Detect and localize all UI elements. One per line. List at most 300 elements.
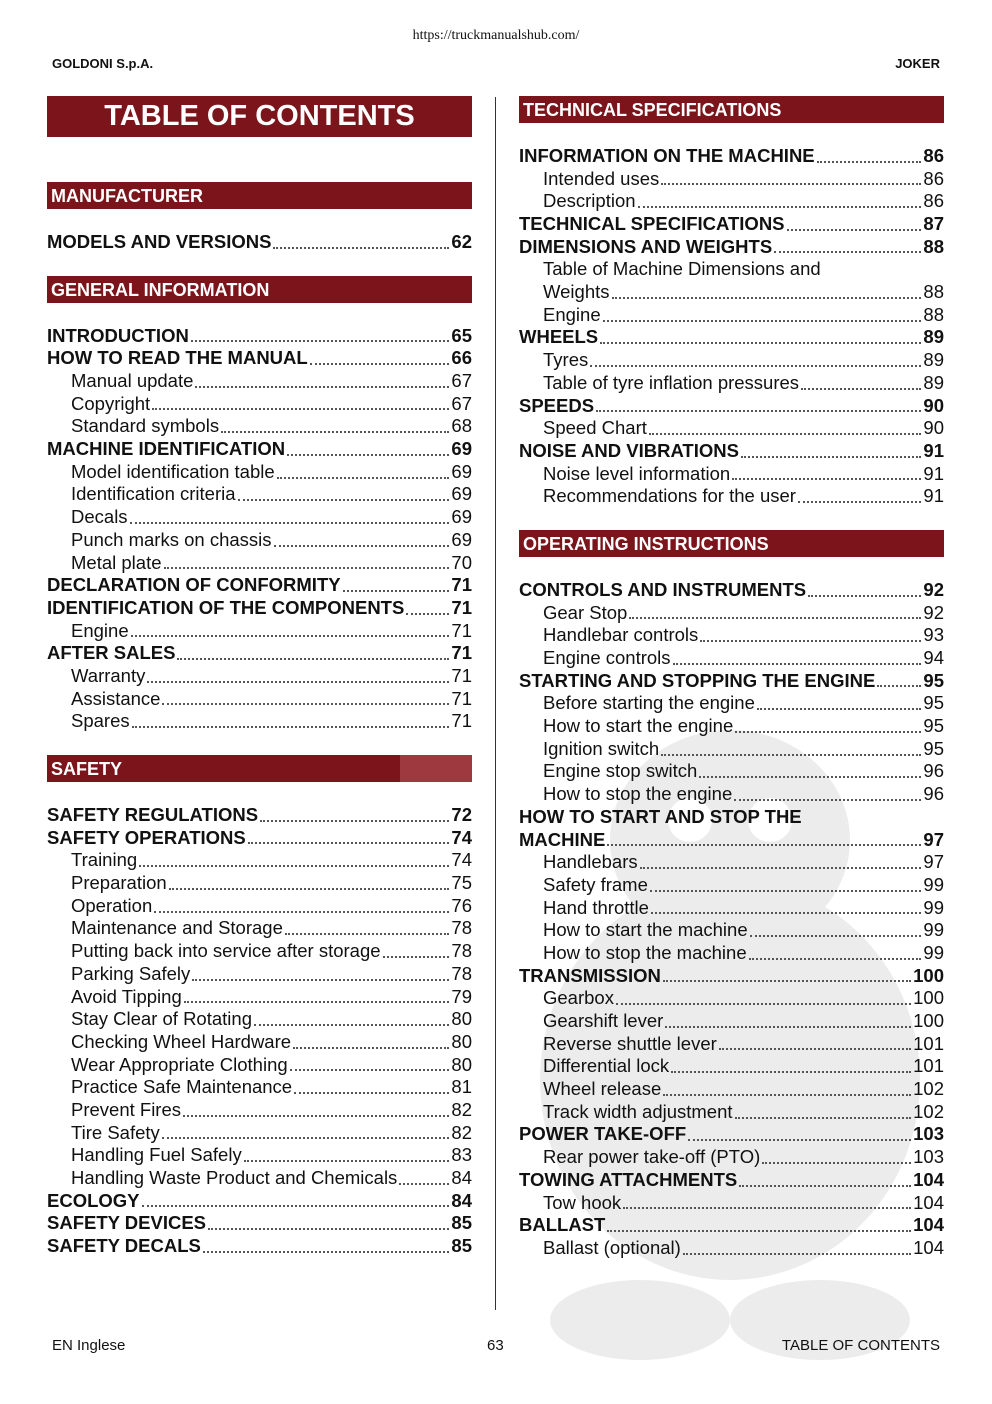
dot-leader (734, 799, 921, 801)
toc-chapter-entry[interactable] (519, 236, 944, 259)
toc-page-number: 97 (923, 828, 944, 850)
toc-subentry[interactable] (519, 624, 944, 647)
toc-page-number: 85 (451, 1212, 472, 1234)
section-heading: TECHNICAL SPECIFICATIONS (519, 96, 944, 123)
toc-subentry[interactable] (47, 895, 472, 918)
toc-subentry[interactable] (519, 168, 944, 191)
toc-subentry[interactable] (47, 620, 472, 643)
toc-subentry[interactable] (47, 986, 472, 1009)
toc-subentry[interactable] (519, 349, 944, 372)
toc-entry-label: IDENTIFICATION OF THE COMPONENTS (47, 596, 405, 618)
toc-subentry[interactable] (519, 1146, 944, 1169)
toc-subentry[interactable] (47, 1031, 472, 1054)
toc-subentry[interactable] (519, 417, 944, 440)
dot-leader (688, 1139, 911, 1141)
dot-leader (132, 726, 450, 728)
toc-page-number: 104 (913, 1191, 944, 1213)
toc-page-number: 69 (451, 528, 472, 550)
toc-subentry[interactable] (519, 1010, 944, 1033)
toc-entry-label: How to start the engine (543, 715, 734, 737)
toc-page-number: 70 (451, 551, 472, 573)
toc-subentry[interactable] (47, 963, 472, 986)
toc-entry-label: Safety frame (543, 873, 648, 895)
toc-entry-label: Gear Stop (543, 601, 628, 623)
dot-leader (203, 1251, 450, 1253)
toc-entry-label: Metal plate (71, 551, 162, 573)
toc-page-number: 91 (923, 485, 944, 507)
toc-entry-label: How to stop the engine (543, 783, 733, 805)
dot-leader (735, 1117, 912, 1119)
toc-entry-label: Maintenance and Storage (71, 917, 283, 939)
toc-page-number: 93 (923, 624, 944, 646)
toc-entry-label: TECHNICAL SPECIFICATIONS (519, 213, 785, 235)
toc-entry-label: Wear Appropriate Clothing (71, 1053, 288, 1075)
toc-page-number: 103 (913, 1123, 944, 1145)
toc-page-number: 91 (923, 439, 944, 461)
toc-chapter-entry[interactable] (519, 806, 944, 829)
toc-page-number: 82 (451, 1098, 472, 1120)
dot-leader (798, 501, 921, 503)
dot-leader (162, 1137, 450, 1139)
toc-chapter-entry[interactable] (519, 579, 944, 602)
toc-subentry[interactable] (47, 1008, 472, 1031)
dot-leader (699, 776, 921, 778)
toc-entry-label: Gearshift lever (543, 1010, 664, 1032)
toc-subentry[interactable] (47, 872, 472, 895)
toc-subentry[interactable] (519, 715, 944, 738)
dot-leader (273, 247, 449, 249)
toc-entry-label: INTRODUCTION (47, 324, 189, 346)
toc-subentry[interactable] (47, 370, 472, 393)
dot-leader (590, 365, 921, 367)
toc-entry-label: Differential lock (543, 1055, 670, 1077)
dot-leader (640, 867, 922, 869)
toc-entry-label: ECOLOGY (47, 1189, 140, 1211)
toc-page-number: 104 (913, 1236, 944, 1258)
dot-leader (762, 1162, 911, 1164)
toc-entry-label: STARTING AND STOPPING THE ENGINE (519, 669, 876, 691)
toc-subentry[interactable] (47, 415, 472, 438)
section-heading: MANUFACTURER (47, 182, 472, 209)
toc-entry-label: Putting back into service after storage (71, 940, 381, 962)
toc-subentry[interactable] (47, 1167, 472, 1190)
toc-entry-label: Engine (71, 619, 129, 641)
toc-entry-label: Speed Chart (543, 417, 647, 439)
toc-page-number: 80 (451, 1053, 472, 1075)
toc-subentry[interactable] (47, 393, 472, 416)
toc-page-number: 99 (923, 941, 944, 963)
toc-chapter-entry[interactable] (47, 438, 472, 461)
section-heading: GENERAL INFORMATION (47, 276, 472, 303)
toc-page-number: 74 (451, 849, 472, 871)
toc-chapter-entry[interactable] (47, 231, 472, 254)
toc-entry-label: Handling Fuel Safely (71, 1144, 242, 1166)
toc-page-number: 71 (451, 596, 472, 618)
toc-left-column (47, 96, 472, 1258)
section-spacer (47, 733, 472, 755)
toc-page-number: 89 (923, 326, 944, 348)
toc-entry-label: Identification criteria (71, 483, 236, 505)
toc-entry-label: HOW TO READ THE MANUAL (47, 347, 308, 369)
dot-leader (665, 1026, 911, 1028)
dot-leader (290, 1069, 450, 1071)
dot-leader (663, 1094, 911, 1096)
toc-page-number: 71 (451, 664, 472, 686)
toc-entry-label: Wheel release (543, 1078, 662, 1100)
toc-page-number: 96 (923, 760, 944, 782)
toc-page-number: 84 (451, 1189, 472, 1211)
toc-subentry[interactable] (519, 692, 944, 715)
toc-page-number: 82 (451, 1121, 472, 1143)
toc-subentry[interactable] (47, 484, 472, 507)
toc-subentry[interactable] (519, 1192, 944, 1215)
header-company: GOLDONI S.p.A. (52, 56, 154, 71)
dot-leader (139, 865, 449, 867)
toc-chapter-entry[interactable] (47, 804, 472, 827)
toc-entry-label: DECLARATION OF CONFORMITY (47, 574, 341, 596)
toc-chapter-entry[interactable] (47, 1190, 472, 1213)
toc-page-number: 69 (451, 460, 472, 482)
toc-entry-label: Parking Safely (71, 962, 191, 984)
dot-leader (629, 617, 921, 619)
dot-leader (147, 681, 449, 683)
dot-leader (195, 386, 449, 388)
toc-chapter-entry[interactable] (519, 327, 944, 350)
toc-entry-label: HOW TO START AND STOP THE (519, 805, 802, 827)
toc-entry-label: TOWING ATTACHMENTS (519, 1168, 738, 1190)
toc-page-number: 89 (923, 349, 944, 371)
toc-subentry[interactable] (47, 688, 472, 711)
toc-subentry[interactable] (47, 665, 472, 688)
dot-leader (750, 935, 922, 937)
dot-leader (607, 844, 921, 846)
toc-page-number: 100 (913, 987, 944, 1009)
toc-subentry[interactable] (47, 849, 472, 872)
toc-entry-label: Prevent Fires (71, 1098, 182, 1120)
toc-entry-label: Stay Clear of Rotating (71, 1008, 252, 1030)
toc-entry-label: Noise level information (543, 462, 731, 484)
toc-chapter-entry[interactable] (519, 1124, 944, 1147)
toc-entry-label: Model identification table (71, 460, 275, 482)
footer-language: EN Inglese (52, 1337, 126, 1354)
toc-page-number: 90 (923, 417, 944, 439)
dot-leader (774, 251, 921, 253)
toc-chapter-entry[interactable] (47, 347, 472, 370)
toc-entry-label: Engine (543, 303, 601, 325)
toc-page-number: 91 (923, 462, 944, 484)
dot-leader (343, 590, 450, 592)
toc-entry-label: Handlebar controls (543, 624, 699, 646)
dot-leader (131, 635, 450, 637)
toc-subentry[interactable] (47, 529, 472, 552)
toc-entry-label: Before starting the engine (543, 692, 755, 714)
toc-chapter-entry[interactable] (47, 827, 472, 850)
toc-page-number: 92 (923, 601, 944, 623)
dot-leader (192, 979, 449, 981)
toc-right-column (519, 96, 944, 1260)
toc-subentry[interactable] (519, 919, 944, 942)
toc-page-number: 86 (923, 144, 944, 166)
toc-entry-label: MODELS AND VERSIONS (47, 230, 272, 252)
dot-leader (142, 1205, 450, 1207)
toc-page-number: 62 (451, 230, 472, 252)
toc-entry-label: Hand throttle (543, 896, 649, 918)
toc-page-number: 88 (923, 281, 944, 303)
toc-subentry[interactable] (519, 463, 944, 486)
toc-page-number: 80 (451, 1030, 472, 1052)
toc-page-number: 78 (451, 940, 472, 962)
dot-leader (683, 1253, 911, 1255)
toc-entry-label: Weights (543, 281, 610, 303)
toc-subentry[interactable] (47, 918, 472, 941)
toc-subentry[interactable] (47, 710, 472, 733)
toc-chapter-entry[interactable] (519, 670, 944, 693)
toc-chapter-entry[interactable] (47, 574, 472, 597)
toc-page-number: 103 (913, 1146, 944, 1168)
toc-page-number: 67 (451, 392, 472, 414)
toc-page-number: 69 (451, 506, 472, 528)
toc-entry-label: SAFETY OPERATIONS (47, 826, 246, 848)
toc-entry-label: How to start the machine (543, 919, 748, 941)
footer-section: TABLE OF CONTENTS (781, 1337, 940, 1354)
dot-leader (285, 933, 450, 935)
toc-page-number: 72 (451, 804, 472, 826)
dot-leader (130, 522, 450, 524)
toc-entry-label: SAFETY DEVICES (47, 1212, 207, 1234)
toc-subentry[interactable] (519, 281, 944, 304)
toc-page-number: 102 (913, 1100, 944, 1122)
toc-chapter-entry[interactable] (519, 829, 944, 852)
dot-leader (638, 206, 922, 208)
dot-leader (254, 1024, 449, 1026)
toc-page-number: 68 (451, 415, 472, 437)
toc-page-number: 95 (923, 737, 944, 759)
dot-leader (603, 320, 922, 322)
toc-chapter-entry[interactable] (519, 395, 944, 418)
toc-entry-label: Avoid Tipping (71, 985, 182, 1007)
toc-entry-label: NOISE AND VIBRATIONS (519, 439, 739, 461)
toc-subentry[interactable] (519, 851, 944, 874)
toc-subentry[interactable] (47, 1099, 472, 1122)
toc-page-number: 104 (913, 1214, 944, 1236)
toc-page-number: 71 (451, 574, 472, 596)
toc-page-number: 92 (923, 578, 944, 600)
dot-leader (238, 499, 450, 501)
toc-chapter-entry[interactable] (519, 1169, 944, 1192)
toc-subentry[interactable] (47, 1144, 472, 1167)
toc-subentry[interactable] (519, 987, 944, 1010)
toc-entry-label: Engine controls (543, 647, 671, 669)
toc-subentry[interactable] (47, 940, 472, 963)
dot-leader (183, 1115, 449, 1117)
toc-page-number: 76 (451, 894, 472, 916)
toc-subentry[interactable] (519, 1033, 944, 1056)
toc-entry-label: Table of tyre inflation pressures (543, 371, 800, 393)
toc-entry-label: Assistance (71, 687, 161, 709)
toc-page-number: 97 (923, 851, 944, 873)
toc-entry-label: SPEEDS (519, 394, 595, 416)
toc-entry-label: MACHINE IDENTIFICATION (47, 438, 286, 460)
dot-leader (164, 567, 450, 569)
toc-entry-label: Preparation (71, 872, 167, 894)
dot-leader (154, 911, 449, 913)
toc-chapter-entry[interactable] (519, 145, 944, 168)
toc-page-number: 100 (913, 964, 944, 986)
toc-left-list (47, 182, 472, 1258)
toc-page-number: 90 (923, 394, 944, 416)
section-spacer (519, 508, 944, 530)
toc-subentry[interactable] (519, 942, 944, 965)
dot-leader (406, 613, 449, 615)
dot-leader (739, 1185, 911, 1187)
column-divider (495, 97, 496, 1310)
dot-leader (808, 595, 921, 597)
toc-entry-label: Table of Machine Dimensions and (543, 258, 821, 280)
toc-entry-label: TRANSMISSION (519, 964, 661, 986)
dot-leader (293, 1047, 449, 1049)
section-spacer (47, 254, 472, 276)
dot-leader (735, 731, 921, 733)
toc-entry-label: SAFETY REGULATIONS (47, 804, 259, 826)
toc-entry-label: Ballast (optional) (543, 1236, 681, 1258)
toc-entry-label: Decals (71, 506, 128, 528)
toc-subentry[interactable] (519, 897, 944, 920)
toc-entry-label: Training (71, 849, 138, 871)
toc-page-number: 94 (923, 647, 944, 669)
toc-entry-label: BALLAST (519, 1214, 606, 1236)
toc-chapter-entry[interactable] (47, 642, 472, 665)
toc-entry-label: Reverse shuttle lever (543, 1032, 717, 1054)
toc-subentry[interactable] (519, 761, 944, 784)
dot-leader (596, 410, 921, 412)
toc-entry-label: Intended uses (543, 167, 660, 189)
toc-subentry[interactable] (519, 783, 944, 806)
toc-page-number: 71 (451, 687, 472, 709)
toc-page-number: 85 (451, 1235, 472, 1257)
toc-page-number: 86 (923, 167, 944, 189)
toc-subentry[interactable] (519, 485, 944, 508)
toc-chapter-entry[interactable] (519, 440, 944, 463)
toc-subentry[interactable] (47, 506, 472, 529)
dot-leader (383, 956, 450, 958)
toc-subentry[interactable] (519, 1237, 944, 1260)
toc-subentry[interactable] (519, 258, 944, 281)
toc-entry-label: INFORMATION ON THE MACHINE (519, 144, 815, 166)
toc-entry-label: Manual update (71, 370, 194, 392)
dot-leader (741, 456, 921, 458)
toc-page-number: 95 (923, 692, 944, 714)
toc-subentry[interactable] (519, 738, 944, 761)
toc-entry-label: Spares (71, 710, 130, 732)
dot-leader (649, 433, 922, 435)
toc-page-number: 101 (913, 1032, 944, 1054)
dot-leader (650, 890, 922, 892)
toc-subentry[interactable] (47, 1054, 472, 1077)
dot-leader (671, 1071, 911, 1073)
section-heading: SAFETY (47, 755, 472, 782)
dot-leader (719, 1048, 911, 1050)
toc-entry-label: Checking Wheel Hardware (71, 1030, 292, 1052)
header-model: JOKER (895, 56, 940, 71)
toc-entry-label: Rear power take-off (PTO) (543, 1146, 761, 1168)
toc-page-number: 66 (451, 347, 472, 369)
toc-chapter-entry[interactable] (47, 597, 472, 620)
toc-chapter-entry[interactable] (519, 213, 944, 236)
toc-entry-label: Engine stop switch (543, 760, 698, 782)
toc-page-number: 78 (451, 917, 472, 939)
toc-entry-label: Description (543, 190, 636, 212)
dot-leader (651, 912, 921, 914)
dot-leader (277, 477, 450, 479)
toc-page-number: 74 (451, 826, 472, 848)
dot-leader (673, 663, 922, 665)
toc-subentry[interactable] (519, 874, 944, 897)
dot-leader (877, 685, 921, 687)
toc-page-number: 75 (451, 872, 472, 894)
toc-entry-label: Handlebars (543, 851, 638, 873)
toc-chapter-entry[interactable] (47, 1235, 472, 1258)
toc-page-number: 67 (451, 370, 472, 392)
toc-subentry[interactable] (47, 461, 472, 484)
toc-page-number: 101 (913, 1055, 944, 1077)
toc-subentry[interactable] (47, 552, 472, 575)
toc-subentry[interactable] (47, 1122, 472, 1145)
toc-subentry[interactable] (519, 1101, 944, 1124)
dot-leader (221, 431, 449, 433)
toc-subentry[interactable] (47, 1076, 472, 1099)
toc-subentry[interactable] (519, 602, 944, 625)
toc-chapter-entry[interactable] (519, 1214, 944, 1237)
toc-subentry[interactable] (519, 1055, 944, 1078)
dot-leader (399, 1183, 449, 1185)
dot-leader (616, 1003, 911, 1005)
toc-chapter-entry[interactable] (47, 325, 472, 348)
toc-subentry[interactable] (519, 372, 944, 395)
dot-leader (623, 1207, 911, 1209)
toc-entry-label: Punch marks on chassis (71, 528, 272, 550)
dot-leader (612, 297, 922, 299)
dot-leader (310, 363, 450, 365)
toc-subentry[interactable] (519, 304, 944, 327)
toc-entry-label: How to stop the machine (543, 941, 747, 963)
toc-subentry[interactable] (519, 190, 944, 213)
toc-page-number: 71 (451, 642, 472, 664)
toc-subentry[interactable] (519, 647, 944, 670)
dot-leader (191, 340, 450, 342)
toc-entry-label: MACHINE (519, 828, 606, 850)
toc-page-number: 89 (923, 371, 944, 393)
toc-page-number: 81 (451, 1076, 472, 1098)
dot-leader (260, 820, 449, 822)
toc-page-number: 95 (923, 669, 944, 691)
toc-entry-label: Track width adjustment (543, 1100, 733, 1122)
dot-leader (607, 1230, 911, 1232)
toc-page-number: 65 (451, 324, 472, 346)
toc-subentry[interactable] (519, 1078, 944, 1101)
toc-page-number: 86 (923, 190, 944, 212)
toc-chapter-entry[interactable] (47, 1212, 472, 1235)
toc-right-list (519, 96, 944, 1260)
source-url: https://truckmanualshub.com/ (412, 28, 580, 43)
toc-page-number: 83 (451, 1144, 472, 1166)
toc-chapter-entry[interactable] (519, 965, 944, 988)
toc-entry-label: CONTROLS AND INSTRUMENTS (519, 578, 807, 600)
toc-page-number: 99 (923, 919, 944, 941)
toc-page-number: 99 (923, 873, 944, 895)
toc-entry-label: Gearbox (543, 987, 614, 1009)
toc-entry-label: Ignition switch (543, 737, 660, 759)
footer-page-number: 63 (487, 1337, 504, 1354)
